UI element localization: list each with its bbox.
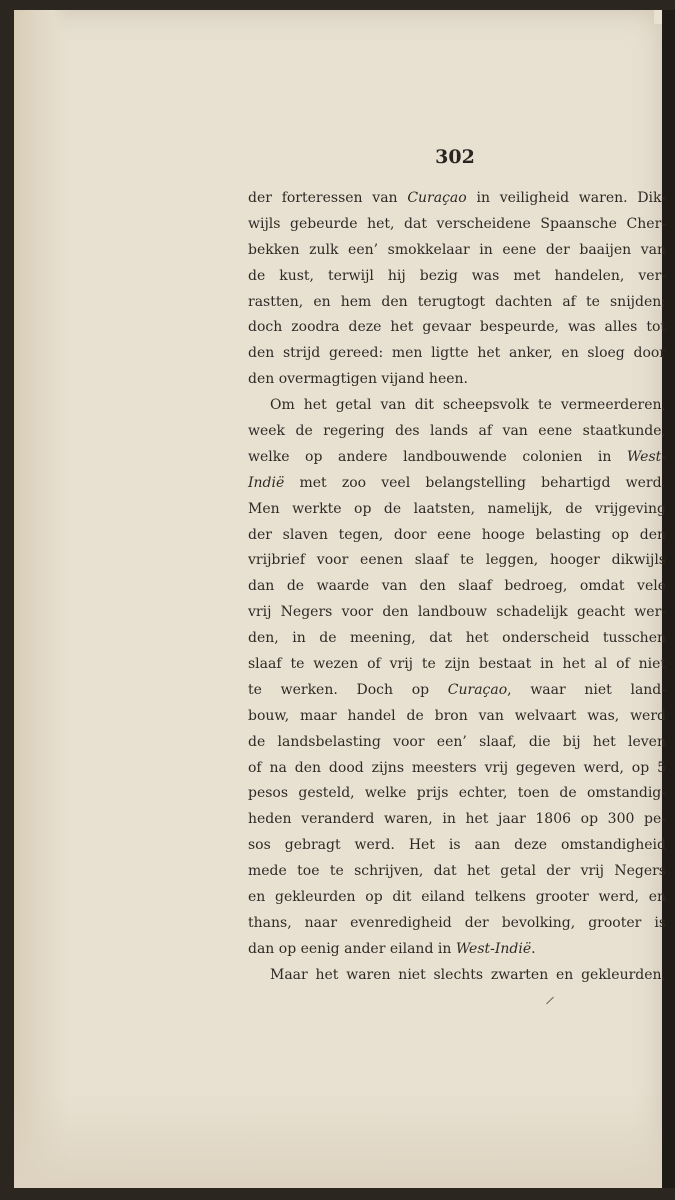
text-line — [248, 367, 666, 393]
text-run: Men werkte op de laatsten, namelijk, de vrijgeving — [248, 500, 666, 517]
text-run: der slaven tegen, door eene hooge belasting op den — [248, 526, 666, 543]
text-line — [248, 471, 666, 497]
text-line — [248, 652, 666, 678]
italic-term: West- — [626, 448, 666, 465]
text-run: rastten, en hem den terugtogt dachten af te snijden; — [248, 293, 666, 310]
text-line — [248, 626, 666, 652]
page-bottom-edge — [14, 1090, 662, 1188]
text-line — [248, 574, 666, 600]
body-text — [248, 186, 666, 989]
text-run: slaaf te wezen of vrij te zijn bestaat in het al of niet — [248, 656, 666, 673]
text-run: . — [531, 940, 536, 957]
text-run: welke op andere landbouwende colonien in — [248, 448, 627, 465]
text-run: vrij Negers voor den landbouw schadelijk geacht wer- — [248, 604, 666, 621]
text-run: dan op eenig ander eiland in — [248, 940, 456, 957]
text-line — [248, 937, 666, 963]
text-line — [248, 885, 666, 911]
page-number: 302 — [435, 146, 475, 168]
text-line — [248, 497, 666, 523]
text-run: den overmagtigen vijand heen. — [248, 371, 468, 388]
text-run: doch zoodra deze het gevaar bespeurde, was alles tot — [248, 319, 666, 336]
text-run: bekken zulk een’ smokkelaar in eene der baaijen van — [248, 241, 666, 258]
text-line — [248, 678, 666, 704]
text-line — [248, 600, 666, 626]
text-run: de landsbelasting voor een’ slaaf, die bij het leven — [248, 733, 666, 750]
text-line — [248, 264, 666, 290]
text-line — [248, 756, 666, 782]
text-run: heden veranderd waren, in het jaar 1806 op 300 pe- — [248, 811, 666, 828]
text-run: Maar het waren niet slechts zwarten en gekleurden, — [270, 966, 666, 983]
text-run: pesos gesteld, welke prijs echter, toen de omstandig- — [248, 785, 666, 802]
text-line — [248, 911, 666, 937]
text-line — [248, 238, 666, 264]
text-line — [248, 290, 666, 316]
text-run: mede toe te schrijven, dat het getal der vrij Negers — [248, 863, 666, 880]
text-line — [248, 807, 666, 833]
text-line — [248, 445, 666, 471]
text-run: sos gebragt werd. Het is aan deze omstandigheid — [248, 837, 666, 854]
text-line — [248, 859, 666, 885]
text-line — [248, 186, 666, 212]
text-run: in veiligheid waren. Dik- — [466, 190, 666, 206]
page-fold-shadow — [14, 10, 69, 1188]
text-run: Om het getal van dit scheepsvolk te vermeerderen, — [270, 397, 666, 414]
italic-term: Curaçao — [407, 190, 467, 206]
text-run: den, in de meening, dat het onderscheid tusschen — [248, 630, 666, 647]
text-run: en gekleurden op dit eiland telkens grooter werd, en — [248, 889, 666, 906]
text-line — [248, 730, 666, 756]
text-line — [248, 781, 666, 807]
italic-term: Indië — [248, 474, 285, 491]
text-line — [248, 963, 666, 989]
text-line — [248, 341, 666, 367]
text-line — [248, 419, 666, 445]
text-run: dan de waarde van den slaaf bedroeg, omdat vele — [248, 578, 666, 595]
text-run: vrijbrief voor eenen slaaf te leggen, hooger dikwijls — [248, 552, 666, 569]
text-line — [248, 315, 666, 341]
text-run: week de regering des lands af van eene staatkunde, — [248, 423, 666, 440]
text-run: den strijd gereed: men ligtte het anker, en sloeg door — [248, 345, 666, 362]
text-line — [248, 548, 666, 574]
text-run: met zoo veel belangstelling behartigd werd. — [284, 474, 666, 491]
text-line — [248, 833, 666, 859]
text-line — [248, 523, 666, 549]
text-run: wijls gebeurde het, dat verscheidene Spaansche Cher- — [248, 215, 666, 232]
text-run: der forteressen van — [248, 190, 408, 206]
text-run: thans, naar evenredigheid der bevolking, grooter is — [248, 914, 666, 931]
text-run: de kust, terwijl hij bezig was met handelen, ver- — [248, 267, 666, 284]
italic-term: Curaçao — [447, 681, 508, 698]
text-line — [248, 393, 666, 419]
text-run: te werken. Doch op — [248, 681, 448, 698]
text-line — [248, 704, 666, 730]
text-line — [248, 212, 666, 238]
text-run: bouw, maar handel de bron van welvaart was, werd — [248, 707, 666, 724]
text-run: , waar niet land- — [507, 681, 667, 698]
italic-term: West-Indië — [455, 940, 532, 957]
text-run: of na den dood zijns meesters vrij gegeven werd, op 5 — [248, 759, 666, 776]
